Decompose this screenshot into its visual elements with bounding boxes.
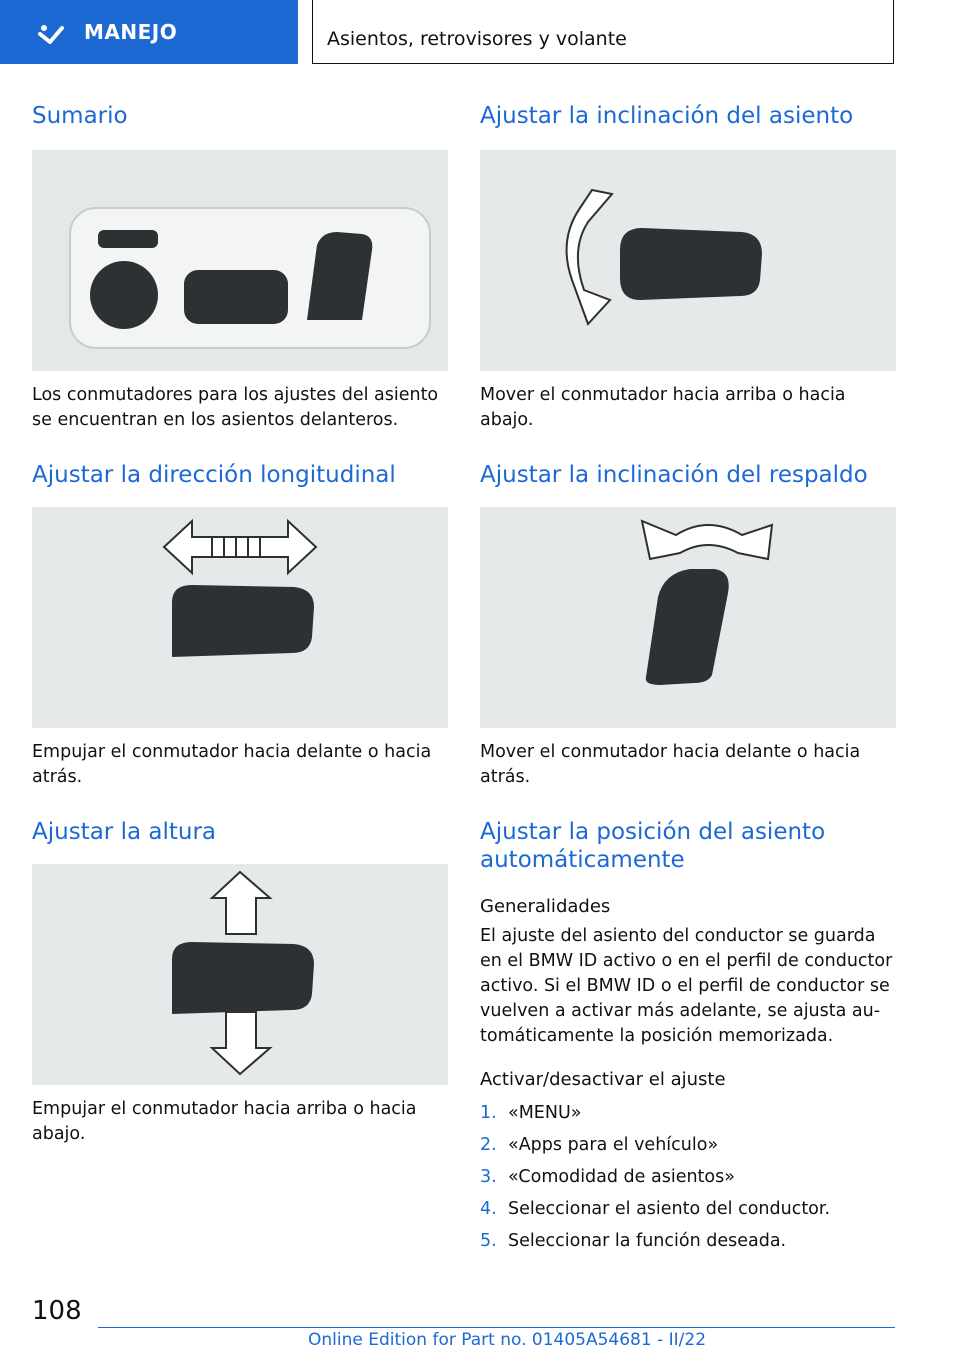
left-column <box>32 98 448 1147</box>
subheading-activar: Activar/desactivar el ajuste <box>480 1069 726 1090</box>
list-item: 3. «Comodidad de asientos» <box>480 1167 735 1187</box>
heading-inclinacion-asiento: Ajustar la inclinación del asiento <box>480 103 854 129</box>
subheading-generalidades: Generalidades <box>480 896 611 917</box>
heading-inclinacion-respaldo: Ajustar la inclinación del respaldo <box>480 462 868 488</box>
seat-controls-illustration <box>32 150 448 371</box>
list-item: 1. «MENU» <box>480 1103 582 1123</box>
image-inclinacion-asiento <box>480 150 896 371</box>
steps-list <box>480 1101 896 1254</box>
text-longitudinal: Empujar el conmutador hacia delante o hacia atrás. <box>32 742 432 787</box>
chapter-title: Asientos, retrovisores y volante <box>327 28 627 50</box>
text-generalidades: El ajuste del asiento del conductor se guarda en el BMW ID activo o en el perfil de conductor activo. Si el BMW ID o el perfil de conductor se vuelven a activar más adelante, se ajusta au-tomáticamente la posición memorizada. <box>480 926 893 1046</box>
altura-illustration <box>32 864 448 1085</box>
heading-sumario: Sumario <box>32 103 128 129</box>
inclinacion-respaldo-illustration <box>480 507 896 728</box>
text-altura: Empujar el conmutador hacia arriba o hacia abajo. <box>32 1099 417 1144</box>
longitudinal-illustration <box>32 507 448 728</box>
section-title: MANEJO <box>84 20 178 44</box>
chapter-tab <box>312 0 894 64</box>
hand-pointer-icon <box>36 20 66 50</box>
text-inclinacion-asiento: Mover el conmutador hacia arriba o hacia abajo. <box>480 385 846 430</box>
text-sumario: Los conmutadores para los ajustes del asiento se encuentran en los asientos delanteros. <box>32 385 439 430</box>
page-number: 108 <box>32 1296 82 1326</box>
text-inclinacion-respaldo: Mover el conmutador hacia delante o hacia atrás. <box>480 742 861 787</box>
heading-posicion: Ajustar la posición del asiento automáticamente <box>480 819 826 873</box>
image-longitudinal <box>32 507 448 728</box>
footer-edition: Online Edition for Part no. 01405A54681 - II/22 <box>308 1330 707 1350</box>
section-tab <box>0 0 298 64</box>
heading-altura: Ajustar la altura <box>32 819 216 845</box>
footer-divider <box>98 1327 895 1328</box>
image-seat-controls <box>32 150 448 371</box>
right-column <box>480 98 896 1261</box>
list-item: 4. Seleccionar el asiento del conductor. <box>480 1199 831 1219</box>
image-altura <box>32 864 448 1085</box>
image-inclinacion-respaldo <box>480 507 896 728</box>
inclinacion-asiento-illustration <box>480 150 896 371</box>
list-item: 5. Seleccionar la función deseada. <box>480 1231 787 1251</box>
heading-longitudinal: Ajustar la dirección longitudinal <box>32 462 396 488</box>
list-item: 2. «Apps para el vehículo» <box>480 1135 719 1155</box>
